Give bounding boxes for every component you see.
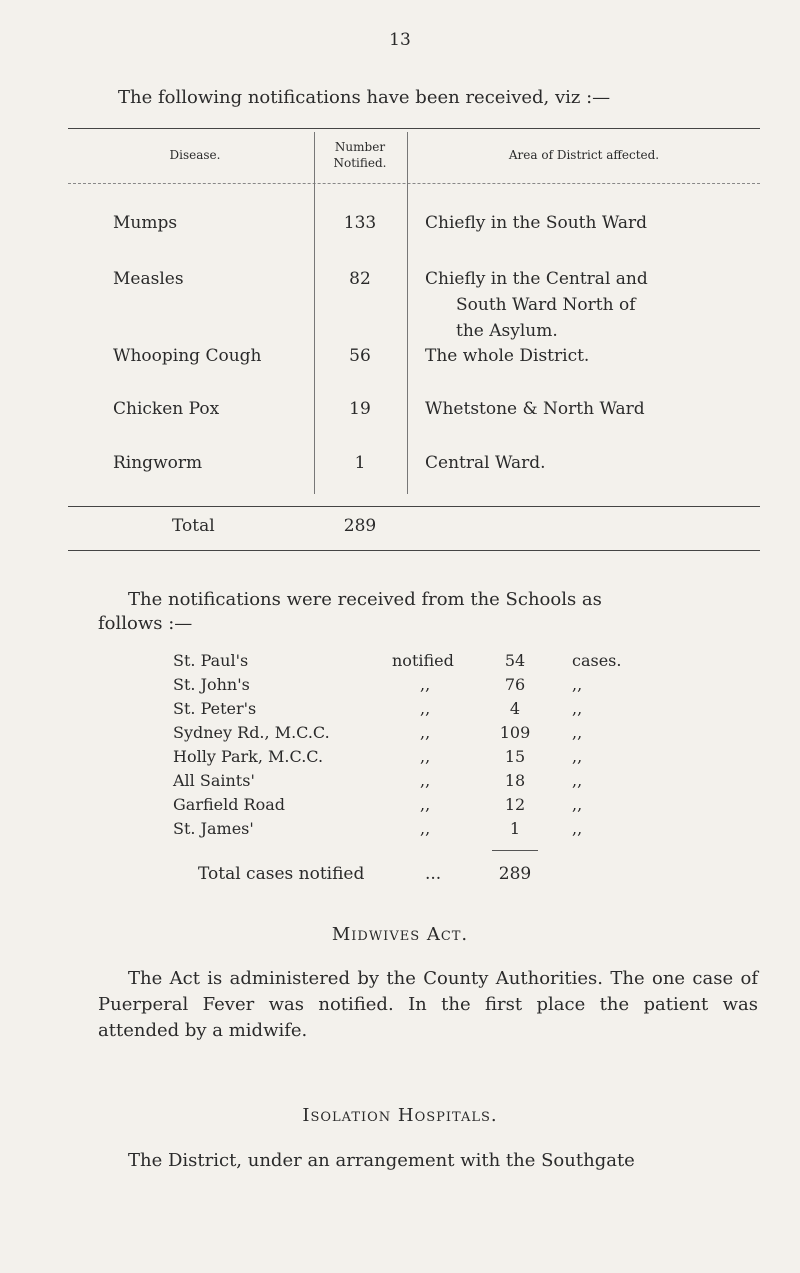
school-value: 54 [504,651,526,670]
schools-total-value: 289 [498,864,532,884]
table-row-number: 1 [354,453,366,473]
school-mark: ,, [420,795,431,814]
table-row-number: 82 [349,269,371,289]
school-mark: ,, [420,699,431,718]
school-mark: ,, [420,675,431,694]
school-unit: cases. [572,651,622,670]
school-mark: ,, [420,747,431,766]
table-bottom-rule [68,550,760,551]
column-divider-1 [314,132,315,494]
list-item [0,747,800,769]
list-item [0,651,800,673]
list-item [0,819,800,841]
school-mark: notified [392,651,454,670]
table-row-number: 56 [349,346,371,366]
table-row-number: 133 [343,213,377,233]
column-divider-2 [407,132,408,494]
school-value: 15 [504,747,526,766]
school-name: St. Paul's [173,651,249,670]
table-row-area: Chiefly in the Central and [425,269,648,289]
school-name: St. James' [173,819,254,838]
schools-total-dots: ... [425,864,442,884]
midwives-paragraph: The Act is administered by the County Authorities. The one case of Puerperal Fever was notified. In the first place the patient was attended by a midwife. [98,968,758,1041]
isolation-heading: Isolation Hospitals. [302,1105,498,1126]
intro-text: The following notifications have been received, viz :— [118,87,611,108]
school-unit: ,, [572,795,583,814]
midwives-heading: Midwives Act. [331,924,469,945]
table-row-area: the Asylum. [456,321,558,341]
schools-total-row [0,864,800,886]
school-name: St. Peter's [173,699,257,718]
header-number [314,139,406,171]
schools-intro-line2: follows :— [98,613,193,634]
table-row-area: Whetstone & North Ward [425,399,645,419]
list-item [0,795,800,817]
header-bottom-rule [68,183,760,184]
school-name: St. John's [173,675,250,694]
school-value: 12 [504,795,526,814]
total-value: 289 [343,516,377,536]
schools-total-label: Total cases notified [198,864,365,884]
schools-intro-line1: The notifications were received from the Schools as [128,589,602,610]
header-disease: Disease. [169,148,221,162]
school-unit: ,, [572,819,583,838]
school-value: 76 [504,675,526,694]
school-unit: ,, [572,723,583,742]
school-value: 1 [509,819,521,838]
table-row-area: The whole District. [425,346,590,366]
table-row-disease: Whooping Cough [113,346,262,366]
table-top-rule [68,128,760,129]
school-value: 18 [504,771,526,790]
school-name: All Saints' [173,771,255,790]
page-number: 13 [389,30,411,50]
school-mark: ,, [420,723,431,742]
isolation-paragraph: The District, under an arrangement with the Southgate [128,1150,635,1171]
school-name: Holly Park, M.C.C. [173,747,324,766]
sum-rule [492,850,538,851]
table-row-number: 19 [349,399,371,419]
school-unit: ,, [572,771,583,790]
table-row-disease: Chicken Pox [113,399,220,419]
header-area: Area of District affected. [508,148,660,162]
table-row-disease: Measles [113,269,184,289]
table-row-area: South Ward North of [456,295,636,315]
table-row-disease: Mumps [113,213,178,233]
school-value: 109 [499,723,531,742]
table-row-disease: Ringworm [113,453,203,473]
table-row-area: Central Ward. [425,453,546,473]
school-value: 4 [509,699,521,718]
school-name: Sydney Rd., M.C.C. [173,723,330,742]
school-mark: ,, [420,771,431,790]
table-row-area: Chiefly in the South Ward [425,213,647,233]
total-top-rule [68,506,760,507]
header-number-line1: Number [334,140,386,154]
school-unit: ,, [572,675,583,694]
school-unit: ,, [572,699,583,718]
header-number-line2: Notified. [333,156,387,170]
list-item [0,675,800,697]
list-item [0,723,800,745]
list-item [0,699,800,721]
school-mark: ,, [420,819,431,838]
school-unit: ,, [572,747,583,766]
total-label: Total [172,516,215,536]
list-item [0,771,800,793]
school-name: Garfield Road [173,795,286,814]
